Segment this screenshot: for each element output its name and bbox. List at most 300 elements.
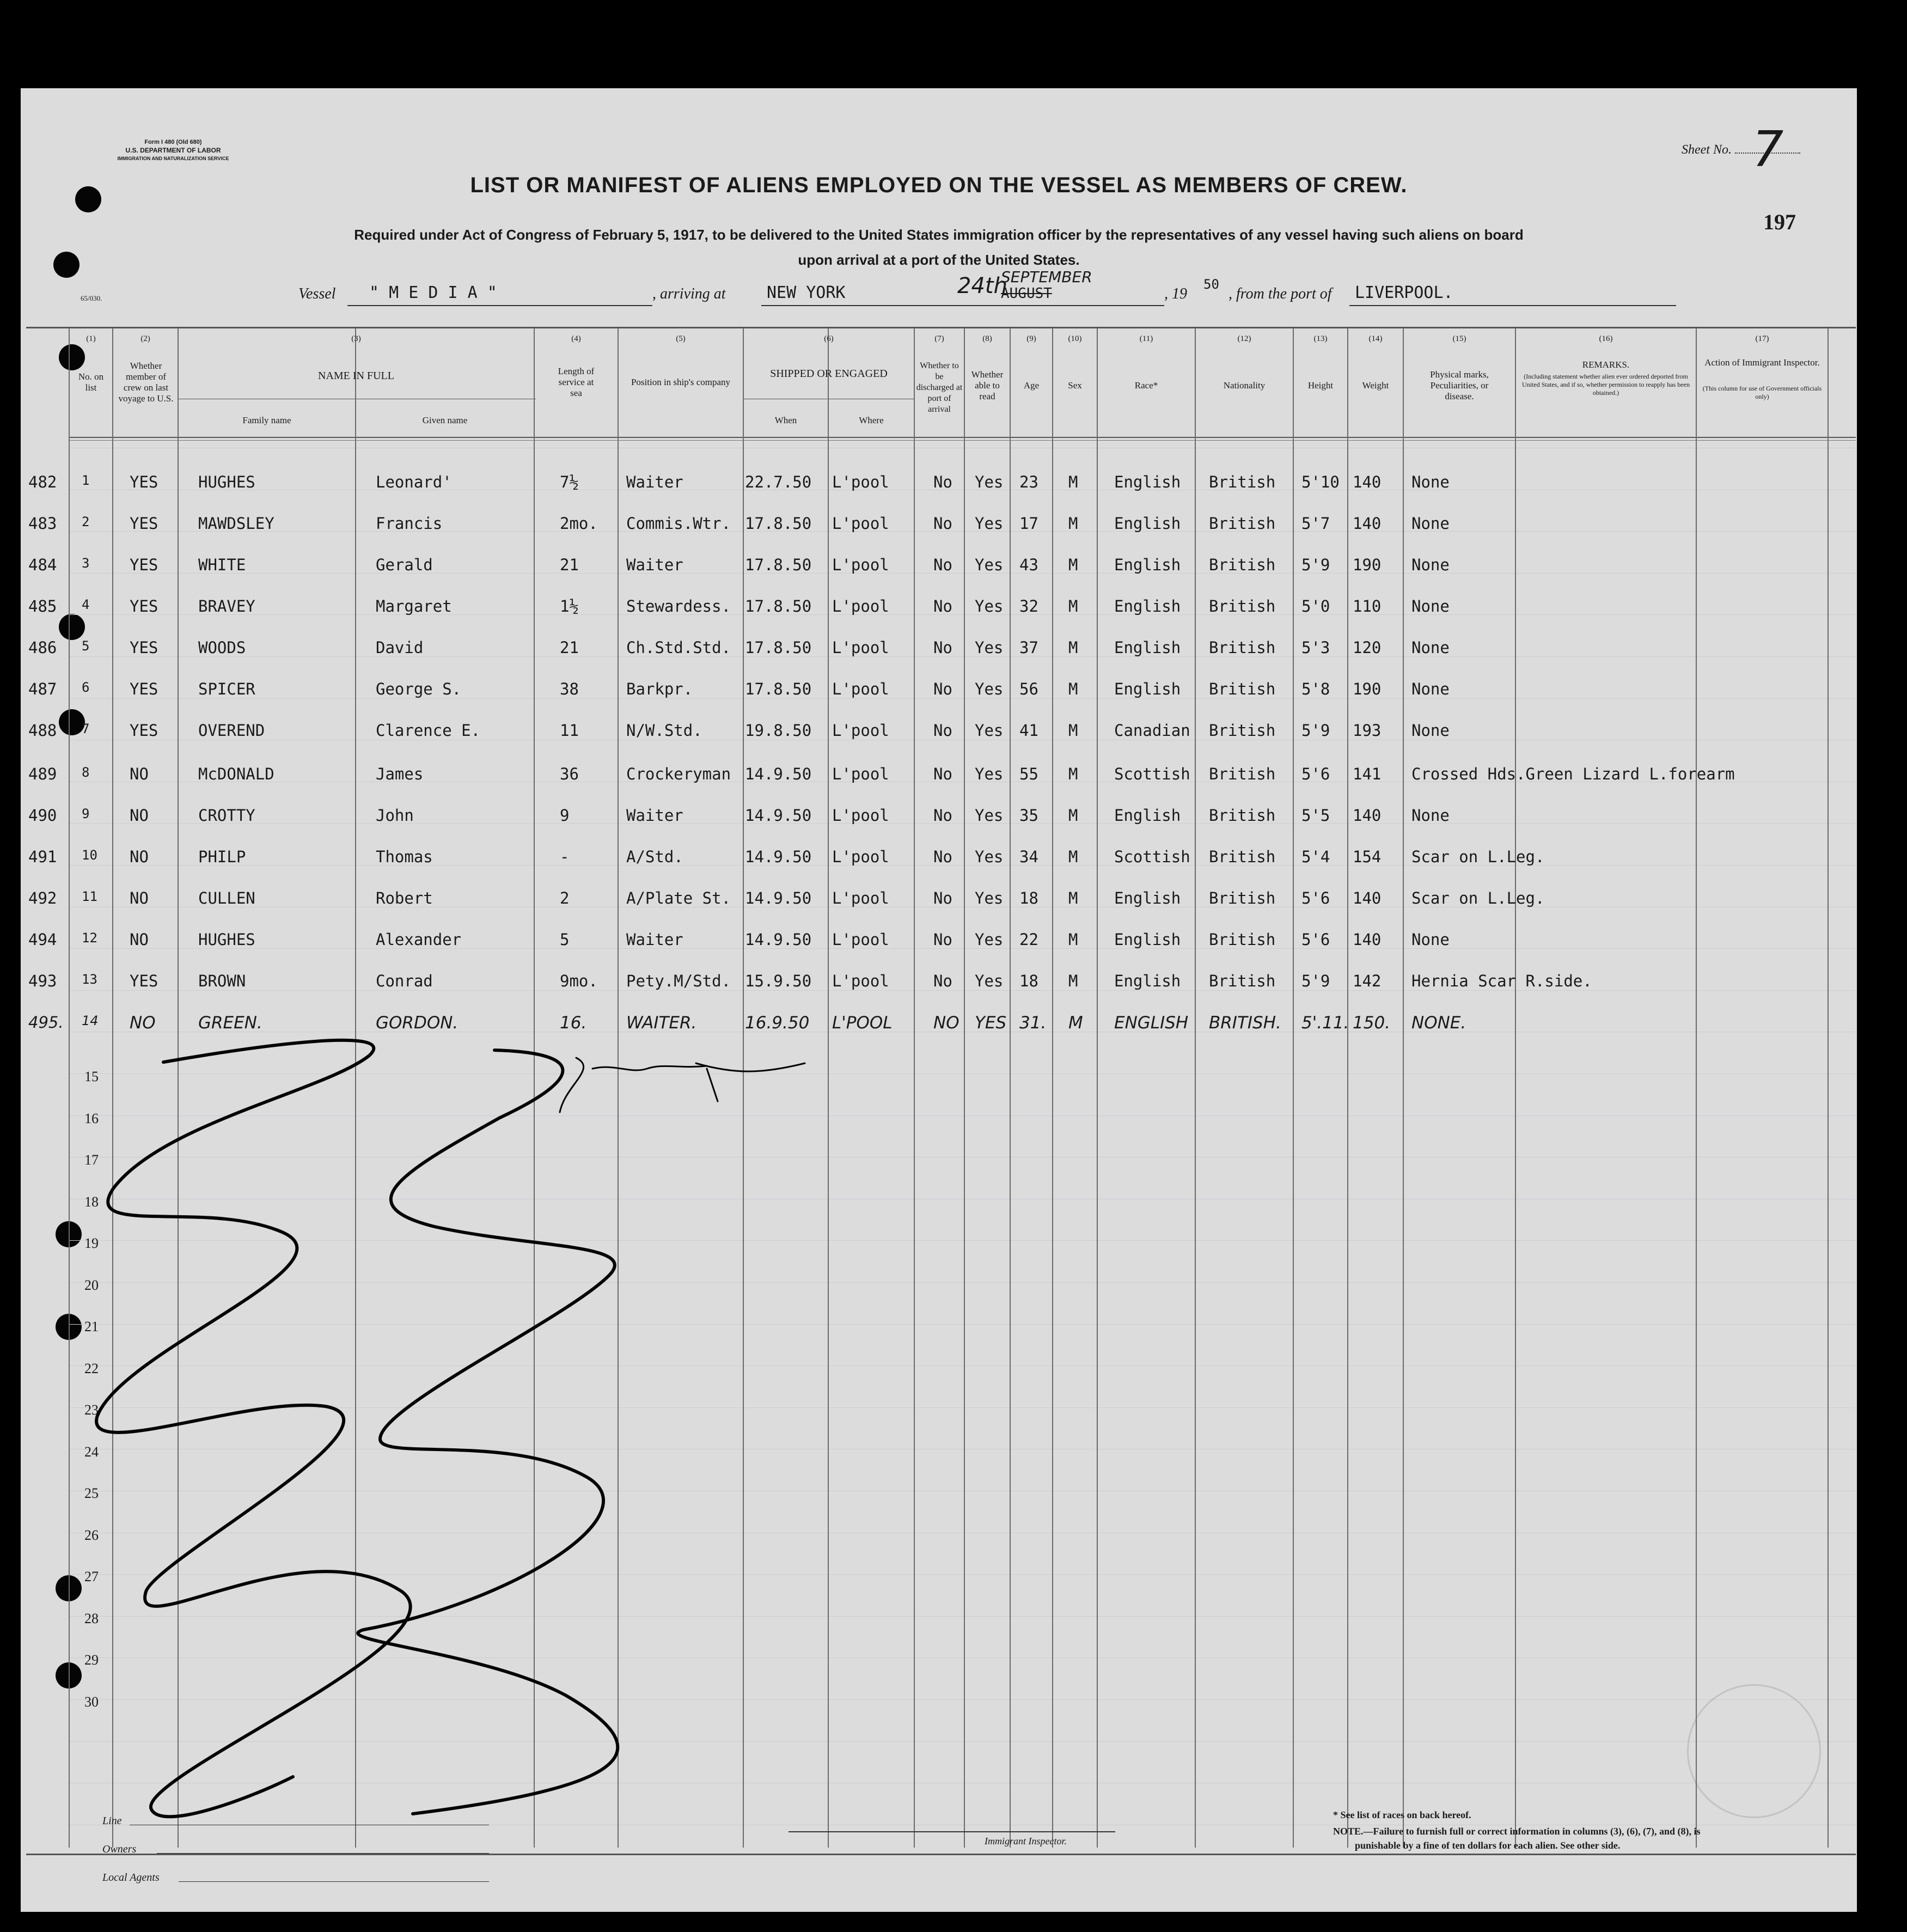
cell-family: MAWDSLEY <box>198 514 274 533</box>
cell-race: English <box>1114 597 1181 615</box>
col-header-given: Given name <box>422 415 468 425</box>
cell-sex: M <box>1068 806 1078 825</box>
cell-position: Waiter <box>626 806 683 825</box>
cell-last: YES <box>130 514 158 533</box>
cell-when: 17.8.50 <box>745 556 812 574</box>
col-header-race: Race* <box>1134 380 1158 391</box>
cell-where: L'pool <box>832 514 889 533</box>
cell-disch: No <box>933 889 952 907</box>
cell-read: YES <box>975 1013 1007 1033</box>
footer-owners-label: Owners <box>102 1843 137 1855</box>
cell-sex: M <box>1068 556 1078 574</box>
cell-read: Yes <box>975 638 1004 657</box>
cell-read: Yes <box>975 514 1004 533</box>
cell-last: NO <box>130 1013 156 1033</box>
cell-disch: No <box>933 556 952 574</box>
cell-disch: No <box>933 721 952 740</box>
cell-service: 5 <box>560 930 570 949</box>
cell-race: Canadian <box>1114 721 1190 740</box>
cell-where: L'pool <box>832 765 889 783</box>
cell-height: 5'8 <box>1301 680 1330 698</box>
cell-no: 2 <box>82 514 90 529</box>
col-num: (12) <box>1237 334 1251 343</box>
cell-nat: British <box>1209 848 1276 866</box>
cell-margin: 495. <box>28 1013 64 1032</box>
note-line1: NOTE.—Failure to furnish full or correct information in columns (3), (6), (7), and (8), is <box>1333 1826 1701 1837</box>
col-header-age: Age <box>1023 380 1040 391</box>
col-header-when: When <box>774 415 797 425</box>
cell-family: PHILP <box>198 848 246 866</box>
blank-row-number: 30 <box>84 1693 99 1710</box>
cell-weight: 141 <box>1353 765 1382 783</box>
cell-disch: No <box>933 806 952 825</box>
cell-weight: 140 <box>1353 889 1382 907</box>
cell-read: Yes <box>975 972 1004 990</box>
cell-given: John <box>376 806 414 825</box>
inspector-label: Immigrant Inspector. <box>985 1836 1067 1846</box>
cell-margin: 493 <box>28 972 57 990</box>
cell-no: 13 <box>82 972 97 987</box>
col-num: (16) <box>1599 334 1613 343</box>
sheet-label: Sheet No. <box>1682 143 1800 157</box>
cell-age: 37 <box>1019 638 1038 657</box>
cell-sex: M <box>1068 680 1078 698</box>
cell-height: 5'6 <box>1301 930 1330 949</box>
cell-given: Leonard' <box>376 473 452 491</box>
cell-family: CROTTY <box>198 806 255 825</box>
col-header-remarks-note: (Including statement whether alien ever ordered deported from United States, and if so, whether permission to reapply has been obtained.) <box>1522 373 1690 397</box>
cell-race: English <box>1114 473 1181 491</box>
cell-marks: Scar on L.Leg. <box>1411 889 1545 907</box>
cell-race: English <box>1114 556 1181 574</box>
cell-height: 5'5 <box>1301 806 1330 825</box>
cell-last: NO <box>130 889 149 907</box>
cell-given: David <box>376 638 424 657</box>
col-header-last-voyage: Whether member of crew on last voyage to U.S. <box>118 361 174 404</box>
col-header-read: Whether able to read <box>971 369 1004 401</box>
cell-where: L'pool <box>832 806 889 825</box>
cell-given: James <box>376 765 424 783</box>
cell-last: YES <box>130 972 158 990</box>
cell-nat: British <box>1209 972 1276 990</box>
scribble-strokes <box>96 1040 805 1817</box>
cell-disch: No <box>933 514 952 533</box>
cell-weight: 190 <box>1353 680 1382 698</box>
cell-position: Waiter <box>626 930 683 949</box>
cell-height: 5'7 <box>1301 514 1330 533</box>
cell-no: 7 <box>82 721 90 736</box>
from-label: , from the port of <box>1228 285 1332 302</box>
cell-when: 14.9.50 <box>745 806 812 825</box>
col-num: (2) <box>140 334 150 343</box>
blank-row-number: 21 <box>84 1319 99 1334</box>
cell-last: YES <box>130 680 158 698</box>
cell-race: Scottish <box>1114 765 1190 783</box>
cell-position: Stewardess. <box>626 597 731 615</box>
cell-nat: British <box>1209 556 1276 574</box>
subtitle-line2: upon arrival at a port of the United States. <box>798 252 1080 268</box>
col-num: (9) <box>1026 334 1036 343</box>
cell-disch: No <box>933 597 952 615</box>
cell-height: 5'3 <box>1301 638 1330 657</box>
blank-row-number: 26 <box>84 1527 99 1543</box>
footer-agents-label: Local Agents <box>102 1872 160 1884</box>
form-identifier: Form I 480 (Old 680) U.S. DEPARTMENT OF LABOR IMMIGRATION AND NATURALIZATION SERVICE <box>117 139 229 161</box>
cell-age: 43 <box>1019 556 1038 574</box>
arrival-day: 24th <box>957 273 1007 298</box>
subtitle-line1: Required under Act of Congress of February 5, 1917, to be delivered to the United States immigration officer by the representatives of any vessel having such aliens on board <box>354 227 1524 243</box>
cell-family: BRAVEY <box>198 597 255 615</box>
blank-row-number: 17 <box>84 1152 99 1168</box>
footer-rule <box>157 1853 489 1854</box>
cell-no: 11 <box>82 889 97 904</box>
cell-margin: 486 <box>28 638 57 657</box>
col-num: (6) <box>824 334 834 343</box>
cell-disch: No <box>933 848 952 866</box>
col-num: (4) <box>571 334 581 343</box>
cell-disch: No <box>933 930 952 949</box>
cell-marks: None <box>1411 680 1450 698</box>
cell-family: WHITE <box>198 556 246 574</box>
cell-nat: BRITISH. <box>1209 1013 1281 1033</box>
cell-when: 14.9.50 <box>745 848 812 866</box>
cell-weight: 120 <box>1353 638 1382 657</box>
cell-service: 9mo. <box>560 972 598 990</box>
cell-marks: None <box>1411 638 1450 657</box>
col-header-no: No. on list <box>78 371 104 393</box>
cell-weight: 140 <box>1353 514 1382 533</box>
year-suffix: 50 <box>1203 277 1219 292</box>
cell-read: Yes <box>975 930 1004 949</box>
cell-race: English <box>1114 680 1181 698</box>
cell-position: Ch.Std.Std. <box>626 638 731 657</box>
cell-when: 14.9.50 <box>745 765 812 783</box>
cell-age: 22 <box>1019 930 1038 949</box>
cell-margin: 483 <box>28 514 57 533</box>
cell-height: 5'10 <box>1301 473 1340 491</box>
races-note: * See list of races on back hereof. <box>1333 1809 1471 1820</box>
cell-height: 5'.11. <box>1301 1013 1349 1033</box>
cell-last: YES <box>130 556 158 574</box>
footer-line-label: Line <box>102 1815 122 1827</box>
cell-service: - <box>560 848 570 866</box>
cell-given: Francis <box>376 514 443 533</box>
cell-family: SPICER <box>198 680 255 698</box>
cell-sex: M <box>1068 638 1078 657</box>
cell-position: Crockeryman <box>626 765 731 783</box>
cell-service: 16. <box>560 1013 587 1033</box>
cell-given: Conrad <box>376 972 433 990</box>
blank-row-number: 22 <box>84 1360 99 1376</box>
cell-age: 31. <box>1019 1013 1047 1033</box>
faint-seal <box>1687 1684 1821 1818</box>
cell-height: 5'9 <box>1301 556 1330 574</box>
cell-disch: No <box>933 765 952 783</box>
col-num: (11) <box>1139 334 1153 343</box>
cell-age: 23 <box>1019 473 1038 491</box>
cell-weight: 190 <box>1353 556 1382 574</box>
cell-race: English <box>1114 889 1181 907</box>
cell-race: English <box>1114 806 1181 825</box>
cell-nat: British <box>1209 597 1276 615</box>
cell-where: L'pool <box>832 556 889 574</box>
cell-age: 17 <box>1019 514 1038 533</box>
cell-service: 21 <box>560 556 579 574</box>
cell-position: Commis.Wtr. <box>626 514 731 533</box>
cell-margin: 489 <box>28 765 57 783</box>
inspector-rule <box>789 1831 1115 1832</box>
cancellation-scribble <box>21 88 1857 1912</box>
cell-sex: M <box>1068 514 1078 533</box>
cell-read: Yes <box>975 680 1004 698</box>
col-num: (7) <box>934 334 944 343</box>
cell-age: 55 <box>1019 765 1038 783</box>
cell-last: YES <box>130 721 158 740</box>
cell-no: 6 <box>82 680 90 695</box>
cell-last: NO <box>130 765 149 783</box>
cell-family: BROWN <box>198 972 246 990</box>
cell-nat: British <box>1209 680 1276 698</box>
cell-when: 17.8.50 <box>745 597 812 615</box>
col-header-name: NAME IN FULL <box>318 370 394 382</box>
col-header-nationality: Nationality <box>1223 380 1266 391</box>
cell-margin: 485 <box>28 597 57 615</box>
cell-family: HUGHES <box>198 473 255 491</box>
cell-where: L'pool <box>832 721 889 740</box>
page-title: LIST OR MANIFEST OF ALIENS EMPLOYED ON THE VESSEL AS MEMBERS OF CREW. <box>470 173 1408 197</box>
cell-service: 21 <box>560 638 579 657</box>
cell-when: 14.9.50 <box>745 930 812 949</box>
cell-position: Waiter <box>626 473 683 491</box>
cell-where: L'POOL <box>832 1013 893 1033</box>
col-num: (8) <box>982 334 992 343</box>
file-code: 65/030. <box>81 294 102 302</box>
year-prefix: , 19 <box>1164 285 1187 302</box>
cell-when: 16.9.50 <box>745 1013 810 1033</box>
cell-given: Margaret <box>376 597 452 615</box>
cell-no: 1 <box>82 473 90 488</box>
cell-where: L'pool <box>832 889 889 907</box>
cell-race: English <box>1114 972 1181 990</box>
cell-marks: Hernia Scar R.side. <box>1411 972 1592 990</box>
cell-margin: 488 <box>28 721 57 740</box>
cell-sex: M <box>1068 597 1078 615</box>
vessel-name: " M E D I A " <box>369 283 497 302</box>
col-num: (1) <box>86 334 96 343</box>
cell-when: 17.8.50 <box>745 514 812 533</box>
cell-no: 5 <box>82 638 90 654</box>
cell-last: NO <box>130 806 149 825</box>
col-header-weight: Weight <box>1362 380 1389 391</box>
cell-when: 17.8.50 <box>745 680 812 698</box>
cell-race: English <box>1114 638 1181 657</box>
cell-height: 5'9 <box>1301 721 1330 740</box>
cell-race: English <box>1114 514 1181 533</box>
cell-read: Yes <box>975 806 1004 825</box>
cell-read: Yes <box>975 597 1004 615</box>
cell-read: Yes <box>975 848 1004 866</box>
cell-weight: 140 <box>1353 930 1382 949</box>
cell-race: Scottish <box>1114 848 1190 866</box>
col-num: (10) <box>1068 334 1082 343</box>
cell-given: Alexander <box>376 930 462 949</box>
cell-given: Thomas <box>376 848 433 866</box>
cell-service: 38 <box>560 680 579 698</box>
cell-sex: M <box>1068 848 1078 866</box>
cell-given: George S. <box>376 680 462 698</box>
cell-when: 22.7.50 <box>745 473 812 491</box>
col-header-height: Height <box>1307 380 1334 391</box>
cell-sex: M <box>1068 889 1078 907</box>
cell-sex: M <box>1068 765 1078 783</box>
cell-family: WOODS <box>198 638 246 657</box>
cell-weight: 154 <box>1353 848 1382 866</box>
cell-service: 11 <box>560 721 579 740</box>
cell-given: Clarence E. <box>376 721 481 740</box>
cell-disch: No <box>933 680 952 698</box>
col-header-shipped: SHIPPED OR ENGAGED <box>770 368 888 380</box>
cell-last: NO <box>130 930 149 949</box>
cell-age: 41 <box>1019 721 1038 740</box>
col-num: (17) <box>1755 334 1769 343</box>
cell-when: 17.8.50 <box>745 638 812 657</box>
cell-position: Waiter <box>626 556 683 574</box>
cell-service: 1½ <box>560 597 579 615</box>
col-num: (13) <box>1313 334 1328 343</box>
cell-height: 5'6 <box>1301 889 1330 907</box>
cell-read: Yes <box>975 556 1004 574</box>
cell-service: 2 <box>560 889 570 907</box>
cell-service: 36 <box>560 765 579 783</box>
cell-margin: 491 <box>28 848 57 866</box>
cell-where: L'pool <box>832 473 889 491</box>
cell-no: 8 <box>82 765 90 780</box>
manifest-sheet <box>21 88 1857 1912</box>
cell-marks: NONE. <box>1411 1013 1466 1033</box>
blank-row-number: 18 <box>84 1193 99 1210</box>
col-header-sex: Sex <box>1068 380 1082 391</box>
cell-family: CULLEN <box>198 889 255 907</box>
cell-margin: 490 <box>28 806 57 825</box>
col-header-action-note: (This column for use of Government officials only) <box>1702 385 1822 400</box>
cell-age: 18 <box>1019 889 1038 907</box>
cell-position: Barkpr. <box>626 680 693 698</box>
cell-nat: British <box>1209 930 1276 949</box>
blank-row-number: 25 <box>84 1485 99 1501</box>
cell-where: L'pool <box>832 597 889 615</box>
cell-no: 10 <box>82 848 97 863</box>
col-num: (15) <box>1452 334 1466 343</box>
cell-marks: None <box>1411 473 1450 491</box>
cell-marks: None <box>1411 597 1450 615</box>
cell-marks: None <box>1411 556 1450 574</box>
cell-given: Robert <box>376 889 433 907</box>
cell-nat: British <box>1209 514 1276 533</box>
cell-last: YES <box>130 597 158 615</box>
cell-sex: M <box>1068 721 1078 740</box>
cell-marks: Scar on L.Leg. <box>1411 848 1545 866</box>
cell-margin: 482 <box>28 473 57 491</box>
cell-last: YES <box>130 473 158 491</box>
cell-weight: 142 <box>1353 972 1382 990</box>
cell-family: OVEREND <box>198 721 265 740</box>
cell-no: 3 <box>82 556 90 571</box>
cell-weight: 150. <box>1353 1013 1391 1033</box>
cell-given: Gerald <box>376 556 433 574</box>
cell-margin: 487 <box>28 680 57 698</box>
cell-weight: 193 <box>1353 721 1382 740</box>
col-header-service: Length of service at sea <box>558 366 595 398</box>
vessel-label: Vessel <box>298 285 336 302</box>
cell-read: Yes <box>975 889 1004 907</box>
cell-sex: M <box>1068 1013 1083 1033</box>
cell-disch: NO <box>933 1013 959 1033</box>
arrival-month: SEPTEMBER <box>1001 268 1092 286</box>
cell-position: A/Std. <box>626 848 683 866</box>
cell-nat: British <box>1209 473 1276 491</box>
col-header-action: Action of Immigrant Inspector. <box>1704 357 1820 368</box>
cell-family: GREEN. <box>198 1013 262 1033</box>
cell-age: 18 <box>1019 972 1038 990</box>
cell-height: 5'4 <box>1301 848 1330 866</box>
cell-last: NO <box>130 848 149 866</box>
blank-row-number: 20 <box>84 1277 99 1293</box>
cell-when: 15.9.50 <box>745 972 812 990</box>
cell-sex: M <box>1068 473 1078 491</box>
col-header-discharged: Whether to be discharged at port of arrival <box>916 361 963 414</box>
cell-disch: No <box>933 473 952 491</box>
cell-marks: None <box>1411 930 1450 949</box>
from-port: LIVERPOOL. <box>1355 283 1453 302</box>
note-line2: punishable by a fine of ten dollars for each alien. See other side. <box>1355 1840 1621 1851</box>
cell-disch: No <box>933 638 952 657</box>
cell-margin: 484 <box>28 556 57 574</box>
cell-family: McDONALD <box>198 765 274 783</box>
cell-height: 5'0 <box>1301 597 1330 615</box>
cell-family: HUGHES <box>198 930 255 949</box>
cell-sex: M <box>1068 972 1078 990</box>
cell-no: 14 <box>82 1013 99 1028</box>
col-num: (14) <box>1368 334 1383 343</box>
cell-age: 32 <box>1019 597 1038 615</box>
cell-marks: None <box>1411 514 1450 533</box>
cell-position: WAITER. <box>626 1013 697 1033</box>
cell-nat: British <box>1209 889 1276 907</box>
cell-margin: 494 <box>28 930 57 949</box>
col-header-marks: Physical marks, Peculiarities, or disease. <box>1430 369 1489 401</box>
cell-sex: M <box>1068 930 1078 949</box>
blank-row-number: 15 <box>84 1069 99 1084</box>
cell-position: Pety.M/Std. <box>626 972 731 990</box>
arriving-label: , arriving at <box>652 285 726 302</box>
cell-marks: Crossed Hds.Green Lizard L.forearm <box>1411 765 1735 783</box>
blank-row-number: 19 <box>84 1235 99 1251</box>
blank-row-number: 27 <box>84 1569 99 1584</box>
cell-where: L'pool <box>832 638 889 657</box>
col-num: (3) <box>351 334 361 343</box>
cell-read: Yes <box>975 473 1004 491</box>
blank-row-number: 16 <box>84 1110 99 1126</box>
cell-disch: No <box>933 972 952 990</box>
cell-race: English <box>1114 930 1181 949</box>
cell-when: 19.8.50 <box>745 721 812 740</box>
cell-height: 5'9 <box>1301 972 1330 990</box>
cell-marks: None <box>1411 806 1450 825</box>
cell-nat: British <box>1209 806 1276 825</box>
cell-last: YES <box>130 638 158 657</box>
cell-no: 9 <box>82 806 90 821</box>
col-header-remarks: REMARKS. <box>1582 359 1630 370</box>
